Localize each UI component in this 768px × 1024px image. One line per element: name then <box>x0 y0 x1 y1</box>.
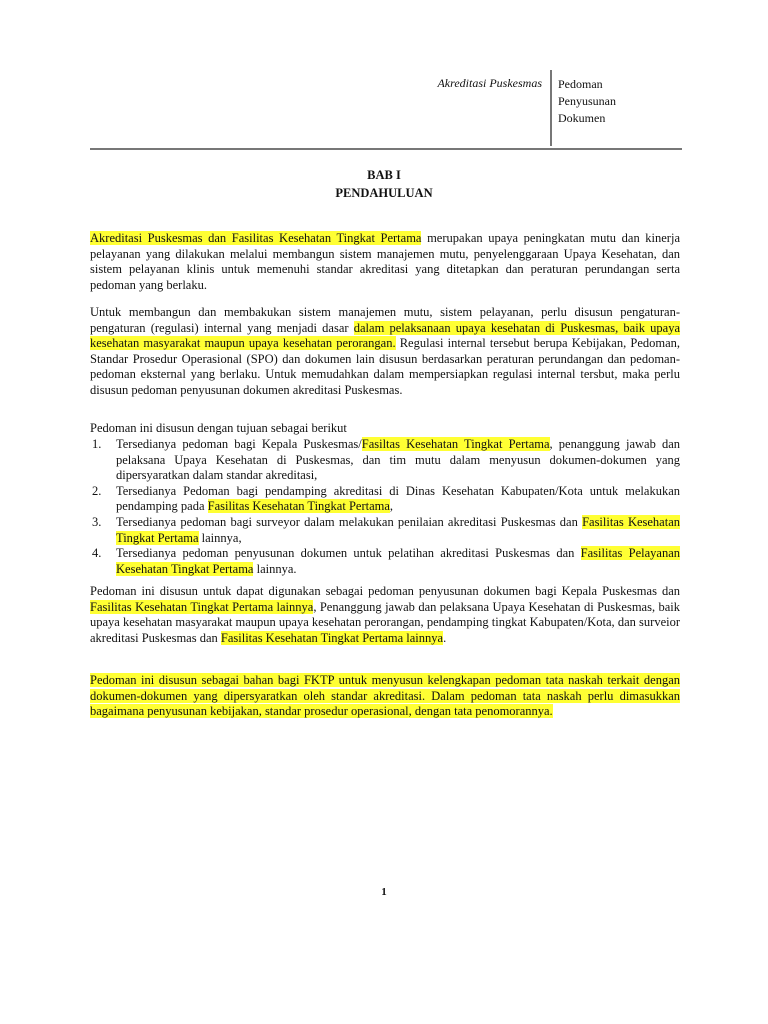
list-item <box>90 546 680 577</box>
paragraph-4 <box>90 673 680 720</box>
text: lainnya, <box>198 530 242 545</box>
text: Tersedianya pedoman bagi surveyor dalam melakukan penilaian akreditasi Puskesmas dan <box>116 514 583 529</box>
highlight: Akreditasi Puskesmas dan Fasilitas Kesehatan Tingkat Pertama <box>90 231 422 245</box>
chapter-number: BAB I <box>367 168 401 182</box>
list-number: 4. <box>92 546 102 561</box>
text: , <box>389 499 394 514</box>
highlight: dalam pelaksanaan upaya kesehatan di Puskesmas, baik upaya kesehatan masyarakat maupun upaya kesehatan perorangan. <box>90 320 680 351</box>
text: Tersedianya pedoman penyusunan dokumen untuk pelatihan akreditasi Puskesmas dan <box>116 546 581 561</box>
page-number: 1 <box>381 886 387 898</box>
highlight: Fasilitas Kesehatan Tingkat Pertama <box>207 499 390 514</box>
header-left-text: Akreditasi Puskesmas <box>437 76 542 90</box>
list-item <box>90 515 680 546</box>
highlight: Fasiltas Kesehatan Tingkat Pertama <box>361 437 550 451</box>
text: Tersedianya pedoman bagi Kepala Puskesmas/ <box>116 437 362 451</box>
header-divider <box>550 70 552 146</box>
highlight: Fasilitas Kesehatan Tingkat Pertama lainnya <box>90 599 314 614</box>
paragraph-1 <box>90 231 680 293</box>
header-right-line: Penyusunan <box>558 94 616 108</box>
list-number: 3. <box>92 514 102 529</box>
header-right-line: Dokumen <box>558 111 606 125</box>
highlight: Fasilitas Pelayanan Kesehatan Tingkat Pertama <box>116 546 680 576</box>
text: Regulasi internal tersebut berupa Kebijakan, Pedoman, Standar Prosedur Operasional (SPO) dan dokumen lain disusun berdasarkan peraturan perundangan dan pedoman-pedoman eksternal yang berlaku. Untuk memudahkan dalam mempersiapkan regulasi internal tersbut, maka perlu disusun pedoman penyusunan dokumen akreditasi Puskesmas. <box>90 336 681 397</box>
text: , penanggung jawab dan pelaksana Upaya Kesehatan di Puskesmas, dan tim mutu dalam menyusun dokumen-dokumen yang dipersyaratkan dalam standar akreditasi, <box>116 437 680 483</box>
list-item <box>90 484 680 515</box>
text: Untuk membangun dan membakukan sistem manajemen mutu, sistem pelayanan, perlu disusun pengaturan-pengaturan (regulasi) internal yang menjadi dasar <box>90 305 680 335</box>
list-number: 1. <box>92 437 102 451</box>
document-header <box>90 70 682 150</box>
chapter-title: PENDAHULUAN <box>335 186 433 200</box>
text: . <box>443 630 447 645</box>
text: merupakan upaya peningkatan mutu dan kinerja pelayanan yang dilakukan melalui membangun sistem manajemen mutu, penyelenggaraan Upaya Kesehatan, dan sistem pelayanan klinis untuk memenuhi standar akreditasi yang ditetapkan dan peraturan perundangan serta pedoman yang berlaku. <box>90 231 680 292</box>
list-intro: Pedoman ini disusun dengan tujuan sebagai berikut <box>90 421 347 435</box>
text: Tersedianya Pedoman bagi pendamping akreditasi di Dinas Kesehatan Kabupaten/Kota untuk melakukan pendamping pada <box>116 483 680 514</box>
highlight: Fasilitas Kesehatan Tingkat Pertama <box>116 514 680 545</box>
text: , Penanggung jawab dan pelaksana Upaya Kesehatan di Puskesmas, baik upaya kesehatan masyarakat maupun upaya kesehatan perorangan, pendamping tingkat Kabupaten/Kota, dan surveior akreditasi Puskesmas dan <box>90 599 681 645</box>
list-item <box>90 437 680 484</box>
paragraph-2 <box>90 305 680 399</box>
highlight: Fasilitas Kesehatan Tingkat Pertama lainnya <box>220 630 444 645</box>
list-number: 2. <box>92 483 102 498</box>
paragraph-3 <box>90 584 680 646</box>
text: Pedoman ini disusun untuk dapat digunakan sebagai pedoman penyusunan dokumen bagi Kepala Puskesmas dan <box>90 584 680 598</box>
header-right-text <box>558 76 616 127</box>
highlight: Pedoman ini disusun sebagai bahan bagi FKTP untuk menyusun kelengkapan pedoman tata naskah terkait dengan dokumen-dokumen yang dipersyaratkan oleh standar akreditasi. Dalam pedoman tata naskah perlu dimasukkan bagaimana penyusunan kebijakan, standar prosedur operasional, dengan tata penomorannya. <box>90 673 680 719</box>
objectives-list <box>90 437 680 577</box>
text: lainnya. <box>253 561 297 576</box>
header-right-line: Pedoman <box>558 77 603 91</box>
